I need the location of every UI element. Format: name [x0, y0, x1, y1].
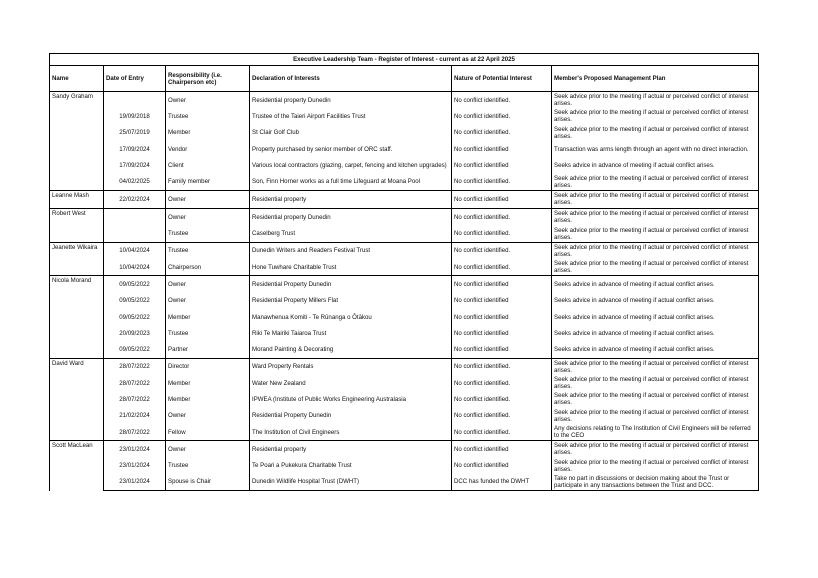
- cell-declaration: Ward Property Rentals: [250, 358, 452, 375]
- table-row: [50, 242, 759, 259]
- cell-plan: Take no part in discussions or decision making about the Trust or participate in any transactions between the Trust and DCC.: [552, 474, 759, 491]
- cell-declaration: Dunedin Wildlife Hospital Trust (DWHT): [250, 474, 452, 491]
- header-responsibility: Responsibility (i.e. Chairperson etc): [166, 66, 250, 92]
- cell-date: [104, 92, 166, 109]
- cell-plan: Seek advice prior to the meeting if actual or perceived conflict of interest arises.: [552, 125, 759, 141]
- cell-declaration: Son, Finn Horner works as a full time Lifeguard at Moana Pool: [250, 173, 452, 190]
- header-date: Date of Entry: [104, 66, 166, 92]
- cell-declaration: Property purchased by senior member of ORC staff.: [250, 141, 452, 157]
- table-row: [50, 157, 759, 173]
- cell-nature: No conflict identified.: [452, 408, 552, 424]
- cell-nature: No conflict identified: [452, 157, 552, 173]
- cell-plan: Seeks advice in advance of meeting if actual conflict arises.: [552, 325, 759, 341]
- cell-declaration: Caselberg Trust: [250, 225, 452, 242]
- cell-nature: No conflict identified.: [452, 173, 552, 190]
- cell-responsibility: Owner: [166, 293, 250, 309]
- cell-nature: No conflict identified.: [452, 375, 552, 391]
- cell-date: 23/01/2024: [104, 458, 166, 474]
- cell-date: 22/02/2024: [104, 190, 166, 208]
- cell-declaration: Morand Painting & Decorating: [250, 341, 452, 358]
- cell-responsibility: Member: [166, 309, 250, 325]
- register-table: [49, 53, 759, 491]
- cell-date: 09/05/2022: [104, 341, 166, 358]
- cell-nature: No conflict identified: [452, 441, 552, 458]
- cell-nature: No conflict identified.: [452, 391, 552, 407]
- cell-nature: No conflict identified: [452, 325, 552, 341]
- cell-plan: Seek advice prior to the meeting if actual or perceived conflict of interest arises.: [552, 259, 759, 276]
- register-sheet: [49, 53, 758, 491]
- cell-date: 10/04/2024: [104, 259, 166, 276]
- cell-date: 20/09/2023: [104, 325, 166, 341]
- cell-plan: Seek advice prior to the meeting if actual or perceived conflict of interest arises.: [552, 92, 759, 109]
- table-row: [50, 209, 759, 226]
- table-row: [50, 125, 759, 141]
- table-row: [50, 293, 759, 309]
- cell-date: 19/09/2018: [104, 108, 166, 124]
- cell-declaration: Hone Tuwhare Charitable Trust: [250, 259, 452, 276]
- cell-date: 25/07/2019: [104, 125, 166, 141]
- cell-declaration: Manawhenua Komiti - Te Rūnanga o Ōtākou: [250, 309, 452, 325]
- cell-nature: No conflict identified.: [452, 92, 552, 109]
- cell-plan: Seek advice prior to the meeting if actual or perceived conflict of interest arises.: [552, 173, 759, 190]
- cell-responsibility: Member: [166, 391, 250, 407]
- cell-nature: No conflict identified.: [452, 125, 552, 141]
- member-name: Jeanette Wikaira: [50, 242, 104, 276]
- cell-declaration: Residential property Dunedin: [250, 209, 452, 226]
- cell-plan: Seek advice prior to the meeting if actual or perceived conflict of interest arises.: [552, 391, 759, 407]
- table-row: [50, 391, 759, 407]
- table-row: [50, 92, 759, 109]
- cell-nature: No conflict identified.: [452, 108, 552, 124]
- cell-declaration: Residential property: [250, 441, 452, 458]
- register-body: [50, 92, 759, 491]
- cell-date: 04/02/2025: [104, 173, 166, 190]
- header-plan: Member's Proposed Management Plan: [552, 66, 759, 92]
- cell-plan: Seeks advice in advance of meeting if actual conflict arises.: [552, 309, 759, 325]
- cell-responsibility: Owner: [166, 276, 250, 293]
- cell-responsibility: Spouse is Chair: [166, 474, 250, 491]
- table-row: [50, 408, 759, 424]
- cell-plan: Seeks advice in advance of meeting if actual conflict arises.: [552, 276, 759, 293]
- cell-responsibility: Member: [166, 125, 250, 141]
- cell-responsibility: Trustee: [166, 108, 250, 124]
- table-row: [50, 259, 759, 276]
- cell-declaration: Residential Property Millers Flat: [250, 293, 452, 309]
- header-row: [50, 66, 759, 92]
- cell-declaration: Residential property Dunedin: [250, 92, 452, 109]
- cell-plan: Seek advice prior to the meeting if actual or perceived conflict of interest arises.: [552, 242, 759, 259]
- cell-responsibility: Trustee: [166, 458, 250, 474]
- cell-plan: Seek advice prior to the meeting if actual or perceived conflict of interest arises.: [552, 408, 759, 424]
- cell-plan: Seek advice prior to the meeting if actual or perceived conflict of interest arises.: [552, 209, 759, 226]
- cell-nature: No conflict identified: [452, 458, 552, 474]
- cell-declaration: Trustee of the Taieri Airport Facilities Trust: [250, 108, 452, 124]
- member-name: Robert West: [50, 209, 104, 243]
- cell-nature: No conflict identified: [452, 293, 552, 309]
- cell-responsibility: Partner: [166, 341, 250, 358]
- table-row: [50, 341, 759, 358]
- cell-plan: Seeks advice in advance of meeting if actual conflict arises.: [552, 157, 759, 173]
- table-row: [50, 173, 759, 190]
- cell-date: 28/07/2022: [104, 375, 166, 391]
- header-declaration: Declaration of Interests: [250, 66, 452, 92]
- cell-date: 28/07/2022: [104, 424, 166, 441]
- header-nature: Nature of Potential Interest: [452, 66, 552, 92]
- member-name: David Ward: [50, 358, 104, 440]
- cell-nature: No conflict identified.: [452, 209, 552, 226]
- table-row: [50, 375, 759, 391]
- cell-responsibility: Fellow: [166, 424, 250, 441]
- cell-responsibility: Vendor: [166, 141, 250, 157]
- cell-date: 23/01/2024: [104, 441, 166, 458]
- cell-date: 21/02/2024: [104, 408, 166, 424]
- cell-plan: Seek advice prior to the meeting if actual or perceived conflict of interest arises.: [552, 375, 759, 391]
- cell-plan: Seek advice prior to the meeting if actual or perceived conflict of interest arises.: [552, 108, 759, 124]
- cell-declaration: Residential property: [250, 190, 452, 208]
- register-title: Executive Leadership Team - Register of Interest - current as at 22 April 2025: [50, 54, 759, 66]
- cell-plan: Seek advice prior to the meeting if actual or perceived conflict of interest arises.: [552, 225, 759, 242]
- cell-nature: No conflict identified: [452, 141, 552, 157]
- cell-date: 23/01/2024: [104, 474, 166, 491]
- cell-responsibility: Trustee: [166, 225, 250, 242]
- cell-date: 28/07/2022: [104, 391, 166, 407]
- cell-nature: No conflict identified: [452, 309, 552, 325]
- cell-responsibility: Trustee: [166, 325, 250, 341]
- table-row: [50, 225, 759, 242]
- cell-nature: No conflict identified.: [452, 424, 552, 441]
- member-name: Leanne Mash: [50, 190, 104, 208]
- cell-declaration: Dunedin Writers and Readers Festival Trust: [250, 242, 452, 259]
- table-row: [50, 441, 759, 458]
- cell-plan: Seek advice prior to the meeting if actual or perceived conflict of interest arises.: [552, 190, 759, 208]
- cell-declaration: IPWEA (Institute of Public Works Engineering Australasia: [250, 391, 452, 407]
- cell-plan: Seek advice prior to the meeting if actual or perceived conflict of interest arises.: [552, 458, 759, 474]
- cell-plan: Transaction was arms length through an agent with no direct interaction.: [552, 141, 759, 157]
- cell-plan: Seek advice prior to the meeting if actual or perceived conflict of interest arises.: [552, 441, 759, 458]
- cell-nature: No conflict identified.: [452, 358, 552, 375]
- table-row: [50, 141, 759, 157]
- table-row: [50, 325, 759, 341]
- cell-nature: No conflict identified: [452, 341, 552, 358]
- cell-date: [104, 209, 166, 226]
- member-name: Sandy Graham: [50, 92, 104, 191]
- cell-date: [104, 225, 166, 242]
- cell-plan: Seeks advice in advance of meeting if actual conflict arises.: [552, 341, 759, 358]
- cell-responsibility: Director: [166, 358, 250, 375]
- table-row: [50, 190, 759, 208]
- cell-date: 17/09/2024: [104, 141, 166, 157]
- cell-responsibility: Owner: [166, 209, 250, 226]
- table-row: [50, 474, 759, 491]
- cell-plan: Seeks advice in advance of meeting if actual conflict arises.: [552, 293, 759, 309]
- cell-responsibility: Client: [166, 157, 250, 173]
- cell-date: 09/05/2022: [104, 293, 166, 309]
- table-row: [50, 424, 759, 441]
- cell-date: 09/05/2022: [104, 276, 166, 293]
- table-row: [50, 358, 759, 375]
- cell-nature: No conflict identified.: [452, 225, 552, 242]
- table-row: [50, 309, 759, 325]
- cell-date: 17/09/2024: [104, 157, 166, 173]
- cell-plan: Any decisions relating to The Institution of Civil Engineers will be referred to the CEO: [552, 424, 759, 441]
- cell-responsibility: Owner: [166, 190, 250, 208]
- cell-declaration: Various local contractors (glazing, carpet, fencing and kitchen upgrades): [250, 157, 452, 173]
- cell-nature: No conflict identified.: [452, 242, 552, 259]
- header-name: Name: [50, 66, 104, 92]
- cell-date: 28/07/2022: [104, 358, 166, 375]
- cell-date: 10/04/2024: [104, 242, 166, 259]
- cell-responsibility: Owner: [166, 92, 250, 109]
- cell-declaration: St Clair Golf Club: [250, 125, 452, 141]
- table-row: [50, 108, 759, 124]
- cell-declaration: Residential Property Dunedin: [250, 276, 452, 293]
- cell-date: 09/05/2022: [104, 309, 166, 325]
- table-row: [50, 458, 759, 474]
- cell-responsibility: Owner: [166, 441, 250, 458]
- cell-plan: Seek advice prior to the meeting if actual or perceived conflict of interest arises.: [552, 358, 759, 375]
- member-name: Scott MacLean: [50, 441, 104, 491]
- cell-nature: No conflict identified.: [452, 259, 552, 276]
- table-row: [50, 276, 759, 293]
- cell-nature: No conflict identified: [452, 276, 552, 293]
- cell-nature: DCC has funded the DWHT: [452, 474, 552, 491]
- member-name: Nicola Morand: [50, 276, 104, 358]
- cell-responsibility: Owner: [166, 408, 250, 424]
- cell-declaration: Water New Zealand: [250, 375, 452, 391]
- cell-responsibility: Member: [166, 375, 250, 391]
- cell-responsibility: Chairperson: [166, 259, 250, 276]
- cell-declaration: Te Poari a Pukekura Charitable Trust: [250, 458, 452, 474]
- cell-responsibility: Family member: [166, 173, 250, 190]
- cell-nature: No conflict identified: [452, 190, 552, 208]
- cell-declaration: Riki Te Mairiki Taiaroa Trust: [250, 325, 452, 341]
- cell-responsibility: Trustee: [166, 242, 250, 259]
- cell-declaration: The Institution of Civil Engineers: [250, 424, 452, 441]
- cell-declaration: Residential Property Dunedin: [250, 408, 452, 424]
